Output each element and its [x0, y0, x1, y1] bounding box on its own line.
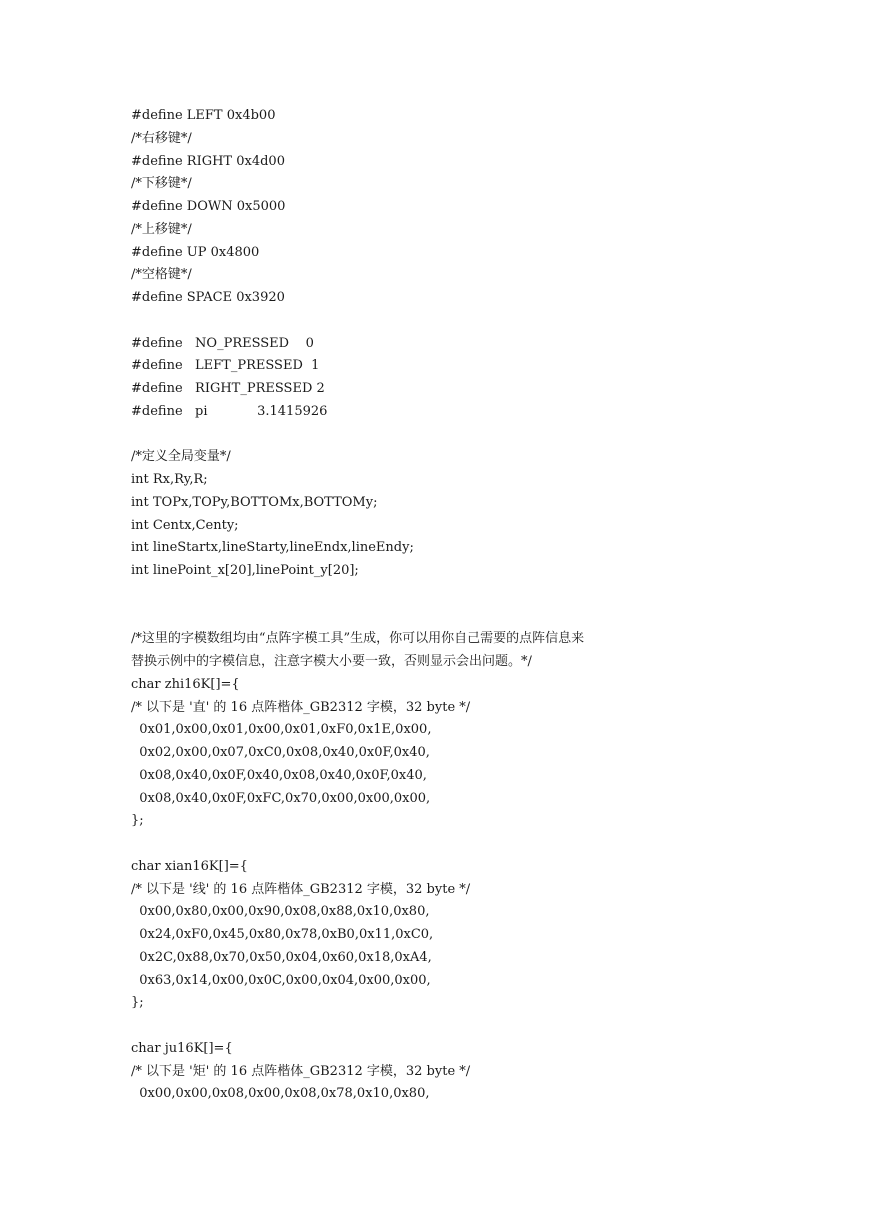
code-line: /*定义全局变量*/	[131, 449, 231, 465]
code-line: 0x08,0x40,0x0F,0xFC,0x70,0x00,0x00,0x00,	[131, 790, 431, 806]
code-line: int Centx,Centy;	[131, 517, 239, 533]
code-line: /*这里的字模数组均由“点阵字模工具”生成，你可以用你自己需要的点阵信息来	[131, 631, 585, 647]
code-line: /*下移键*/	[131, 176, 192, 192]
code-line: 0x08,0x40,0x0F,0x40,0x08,0x40,0x0F,0x40,	[131, 767, 427, 783]
code-listing	[131, 105, 851, 1106]
code-line: int lineStartx,lineStarty,lineEndx,lineEndy;	[131, 540, 414, 556]
code-line	[131, 833, 851, 856]
code-line	[131, 310, 851, 333]
code-line: #define pi 3.1415926	[131, 403, 328, 419]
code-line: /* 以下是 '直' 的 16 点阵楷体_GB2312 字模，32 byte */	[131, 699, 471, 715]
code-line: /* 以下是 '线' 的 16 点阵楷体_GB2312 字模，32 byte */	[131, 881, 471, 897]
code-line: 0x24,0xF0,0x45,0x80,0x78,0xB0,0x11,0xC0,	[131, 927, 434, 942]
code-line: char zhi16K[]={	[131, 676, 240, 692]
code-line: #define DOWN 0x5000	[131, 199, 286, 214]
code-line: char xian16K[]={	[131, 858, 248, 874]
code-line: 0x02,0x00,0x07,0xC0,0x08,0x40,0x0F,0x40,	[131, 745, 430, 760]
code-line: /*上移键*/	[131, 221, 192, 237]
code-line: };	[131, 813, 144, 829]
code-line: #define LEFT 0x4b00	[131, 108, 276, 123]
code-line: 替换示例中的字模信息，注意字模大小要一致，否则显示会出问题。*/	[131, 654, 532, 669]
code-line: #define LEFT_PRESSED 1	[131, 358, 320, 374]
code-line	[131, 606, 851, 629]
code-line: #define SPACE 0x3920	[131, 290, 285, 305]
code-line: #define RIGHT 0x4d00	[131, 153, 285, 169]
code-line: int linePoint_x[20],linePoint_y[20];	[131, 563, 359, 578]
code-line: #define NO_PRESSED 0	[131, 335, 314, 351]
code-line: /*右移键*/	[131, 130, 192, 146]
code-line: /* 以下是 '矩' 的 16 点阵楷体_GB2312 字模，32 byte */	[131, 1063, 471, 1079]
code-line: int Rx,Ry,R;	[131, 472, 208, 487]
code-line: #define UP 0x4800	[131, 244, 260, 260]
code-line: 0x00,0x80,0x00,0x90,0x08,0x88,0x10,0x80,	[131, 904, 430, 920]
code-line: 0x2C,0x88,0x70,0x50,0x04,0x60,0x18,0xA4,	[131, 949, 432, 965]
code-line	[131, 424, 851, 447]
code-line: 0x00,0x00,0x08,0x00,0x08,0x78,0x10,0x80,	[131, 1086, 430, 1102]
code-line	[131, 1015, 851, 1038]
code-line: };	[131, 995, 144, 1011]
code-line: 0x63,0x14,0x00,0x0C,0x00,0x04,0x00,0x00,	[131, 972, 431, 988]
code-line: char ju16K[]={	[131, 1040, 233, 1056]
code-line: /*空格键*/	[131, 267, 192, 283]
code-line: #define RIGHT_PRESSED 2	[131, 381, 325, 396]
code-line: int TOPx,TOPy,BOTTOMx,BOTTOMy;	[131, 494, 378, 510]
code-line: 0x01,0x00,0x01,0x00,0x01,0xF0,0x1E,0x00,	[131, 722, 432, 738]
code-line	[131, 583, 851, 606]
